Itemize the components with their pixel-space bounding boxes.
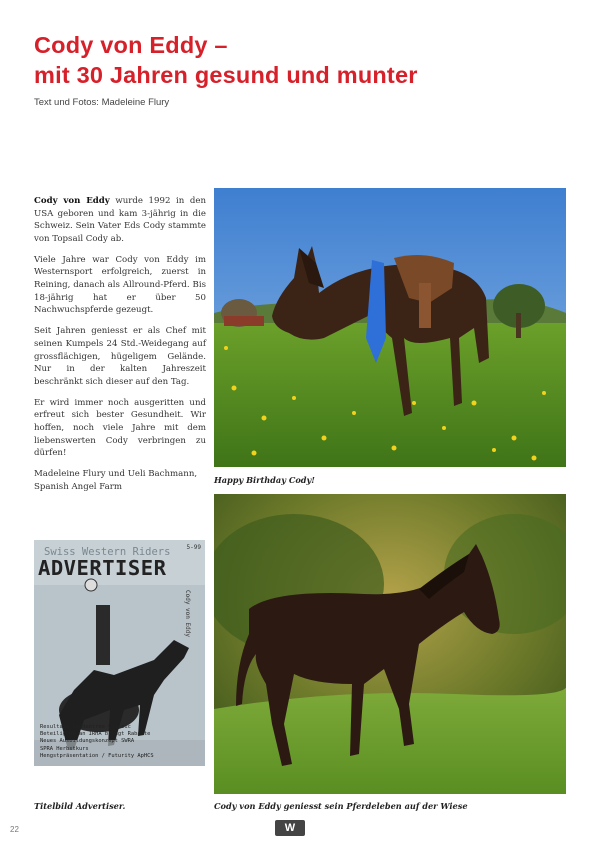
paragraph-2: Viele Jahre war Cody von Eddy im Westernsport erfolgreich, zuerst in Reining, danach als Allround-Pferd. Bis 18-jährig hat er über 50 Nachwuchspferde gezeugt. [34, 254, 206, 316]
horse-name: Cody von Eddy [34, 196, 110, 206]
magazine-top-line: Swiss Western Riders [44, 546, 171, 558]
magazine-side-text: Cody von Eddy [184, 590, 191, 637]
headline: SPRA Herbstkurs [40, 745, 89, 752]
magazine-issue: 5-99 [186, 544, 201, 551]
photo-caption-meadow: Cody von Eddy geniesst sein Pferdeleben auf der Wiese [214, 801, 468, 811]
magazine-headlines [40, 724, 154, 760]
paragraph-3: Seit Jahren geniesst er als Chef mit seinen Kumpels 24 Std.-Weidegang auf grossflächigen, hügeligem Gelände. Nur in der kalten Jahreszeit beschränkt sich dieser auf den Tag. [34, 326, 206, 387]
title-line-2: mit 30 Jahren gesund und munter [34, 62, 418, 88]
photo-horse-meadow [214, 494, 566, 794]
magazine-name: ADVERTISER [38, 556, 167, 580]
byline: Text und Fotos: Madeleine Flury [34, 97, 170, 108]
headline: Neues Ausbildungskonzept SWRA [40, 738, 135, 745]
publication-logo: W [275, 820, 305, 836]
headline: Beteiligung an IRHA bringt Rabatte [40, 731, 151, 738]
paragraph-4: Er wird immer noch ausgeritten und erfreut sich bester Gesundheit. Wir hoffen, noch viele Jahre mit dem liebenswerten Cody verbringen zu dürfen! [34, 397, 206, 459]
article-body [34, 195, 206, 502]
headline: Hengstpräsentation / Futurity ApHCS [40, 752, 154, 759]
title-line-1: Cody von Eddy – [34, 32, 228, 58]
headline: Resultate Lindentree Classic [40, 724, 131, 730]
magazine-cover [34, 540, 205, 766]
paragraph-1: Cody von Eddy wurde 1992 in den USA geboren und kam 3-jährig in die Schweiz. Sein Vater Eds Cody stammte von Topsail Cody ab. [34, 196, 206, 244]
photo-caption-birthday: Happy Birthday Cody! [214, 475, 315, 485]
article-title [34, 30, 418, 90]
paragraph-5: Madeleine Flury und Ueli Bachmann, Spanish Angel Farm [34, 469, 198, 492]
page-number: 22 [10, 825, 19, 834]
photo-horse-saddled [214, 188, 566, 467]
cover-caption: Titelbild Advertiser. [34, 801, 126, 811]
